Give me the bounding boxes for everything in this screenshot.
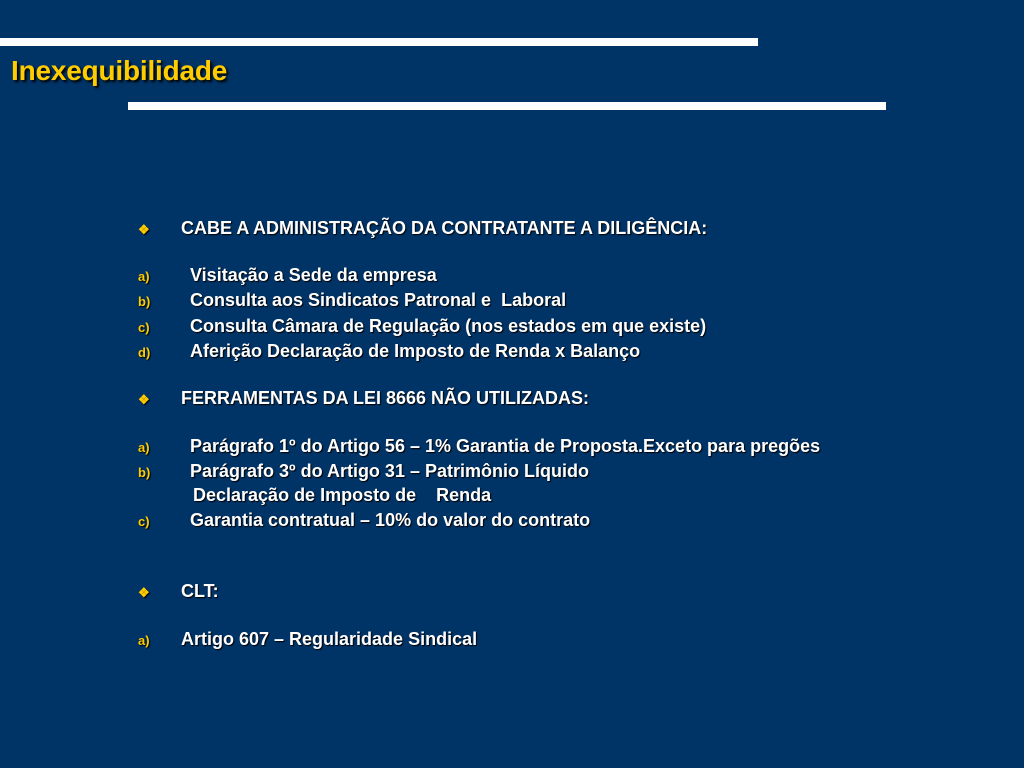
section-heading: CLT:	[181, 581, 219, 601]
list-item: Visitação a Sede da empresa	[190, 265, 437, 285]
list-item-continuation: Declaração de Imposto de Renda	[193, 485, 492, 505]
list-marker: c)	[138, 514, 150, 529]
diamond-bullet-icon: ❖	[138, 585, 150, 600]
list-marker: a)	[138, 440, 150, 455]
bottom-decorative-bar	[128, 102, 886, 110]
diamond-bullet-icon: ❖	[138, 222, 150, 237]
list-marker: a)	[138, 269, 150, 284]
section-heading: CABE A ADMINISTRAÇÃO DA CONTRATANTE A DILIGÊNCIA:	[181, 218, 708, 238]
list-marker: d)	[138, 345, 151, 360]
list-item: Artigo 607 – Regularidade Sindical	[181, 629, 478, 649]
slide-title: Inexequibilidade	[11, 55, 228, 86]
list-item: Aferição Declaração de Imposto de Renda x Balanço	[190, 341, 641, 361]
list-item: Parágrafo 1º do Artigo 56 – 1% Garantia de Proposta.Exceto para pregões	[190, 436, 821, 456]
list-item: Consulta Câmara de Regulação (nos estados em que existe)	[190, 316, 707, 336]
diamond-bullet-icon: ❖	[138, 392, 150, 407]
list-item: Parágrafo 3º do Artigo 31 – Patrimônio Líquido	[190, 461, 589, 481]
list-item: Garantia contratual – 10% do valor do contrato	[190, 510, 591, 530]
list-marker: a)	[138, 633, 150, 648]
list-marker: c)	[138, 320, 150, 335]
list-marker: b)	[138, 294, 151, 309]
list-item: Consulta aos Sindicatos Patronal e Laboral	[190, 290, 567, 310]
list-marker: b)	[138, 465, 151, 480]
section-heading: FERRAMENTAS DA LEI 8666 NÃO UTILIZADAS:	[181, 388, 590, 408]
top-decorative-bar	[0, 38, 758, 46]
